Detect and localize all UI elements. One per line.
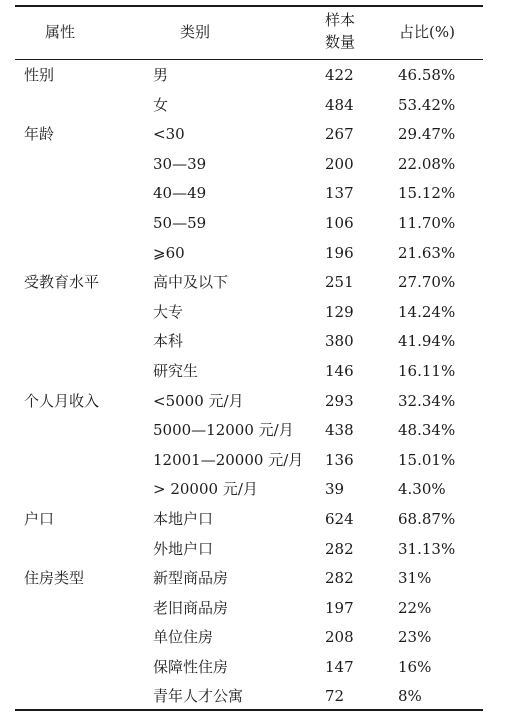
cell-sample-count: 438 [325, 421, 354, 440]
table-row [15, 504, 483, 534]
table-row [15, 60, 483, 90]
cell-category: 男 [153, 66, 169, 84]
header-sample-count-line2: 数量 [325, 33, 356, 51]
cell-percentage: 16.11% [398, 361, 456, 380]
table-row [15, 415, 483, 445]
cell-percentage: 46.58% [398, 66, 456, 84]
table-row [15, 267, 483, 297]
cell-percentage: 31% [398, 569, 432, 588]
cell-category: ⩾60 [153, 243, 185, 262]
cell-sample-count: 147 [325, 657, 354, 676]
table-row [15, 178, 483, 208]
cell-sample-count: 197 [325, 598, 354, 617]
cell-sample-count: 282 [325, 539, 354, 558]
cell-sample-count: 624 [325, 509, 354, 528]
cell-category: 50—59 [153, 213, 207, 232]
cell-sample-count: 146 [325, 361, 354, 380]
cell-percentage: 32.34% [398, 391, 456, 410]
cell-sample-count: 282 [325, 569, 354, 588]
cell-category: 新型商品房 [153, 569, 229, 588]
table-row [15, 652, 483, 682]
cell-category: 女 [153, 95, 169, 114]
table-row [15, 297, 483, 327]
cell-sample-count: 200 [325, 154, 354, 173]
table-bottom-rule [15, 709, 483, 711]
cell-attribute: 户口 [24, 509, 55, 528]
cell-sample-count: 136 [325, 450, 354, 469]
header-percentage: 占比(%) [399, 23, 455, 41]
table-row [15, 149, 483, 179]
cell-sample-count: 422 [325, 66, 354, 84]
cell-percentage: 16% [398, 657, 432, 676]
cell-percentage: 29.47% [398, 125, 456, 144]
table-row [15, 119, 483, 149]
cell-percentage: 21.63% [398, 243, 456, 262]
cell-category: 单位住房 [153, 628, 214, 647]
table-row [15, 90, 483, 120]
cell-category: 12001—20000 元/月 [153, 450, 304, 469]
cell-sample-count: 251 [325, 273, 354, 292]
cell-percentage: 14.24% [398, 302, 456, 321]
header-sample-count-line1: 样本 [325, 11, 356, 29]
cell-percentage: 8% [398, 687, 422, 706]
cell-sample-count: 39 [325, 480, 345, 499]
cell-attribute: 住房类型 [24, 569, 85, 588]
cell-sample-count: 137 [325, 184, 354, 203]
table-row [15, 681, 483, 711]
cell-category: 5000—12000 元/月 [153, 421, 294, 440]
cell-category: 高中及以下 [153, 273, 229, 292]
cell-percentage: 22.08% [398, 154, 456, 173]
cell-sample-count: 208 [325, 628, 354, 647]
cell-sample-count: 380 [325, 332, 354, 351]
cell-category: 本科 [153, 332, 184, 351]
table-row [15, 326, 483, 356]
cell-category: 青年人才公寓 [153, 687, 244, 706]
table-body [15, 60, 483, 711]
cell-category: <5000 元/月 [153, 391, 244, 410]
cell-percentage: 68.87% [398, 509, 456, 528]
cell-attribute: 年龄 [24, 125, 55, 144]
cell-sample-count: 129 [325, 302, 354, 321]
header-category: 类别 [180, 23, 211, 41]
cell-category: 40—49 [153, 184, 207, 203]
cell-category: <30 [153, 125, 185, 144]
cell-category: 30—39 [153, 154, 207, 173]
cell-attribute: 性别 [24, 66, 55, 84]
table-row [15, 622, 483, 652]
table-row [15, 593, 483, 623]
cell-sample-count: 293 [325, 391, 354, 410]
table-row [15, 445, 483, 475]
cell-percentage: 48.34% [398, 421, 456, 440]
table-row [15, 238, 483, 268]
cell-category: 本地户口 [153, 509, 214, 528]
cell-percentage: 4.30% [398, 480, 446, 499]
cell-attribute: 个人月收入 [24, 391, 100, 410]
cell-percentage: 41.94% [398, 332, 456, 351]
cell-percentage: 23% [398, 628, 432, 647]
cell-percentage: 22% [398, 598, 432, 617]
cell-category: 老旧商品房 [153, 598, 229, 617]
table-row [15, 474, 483, 504]
header-sample-count [325, 9, 365, 53]
table-row [15, 386, 483, 416]
cell-percentage: 53.42% [398, 95, 456, 114]
table-row [15, 208, 483, 238]
cell-percentage: 31.13% [398, 539, 456, 558]
cell-category: 大专 [153, 302, 184, 321]
header-attribute: 属性 [45, 23, 76, 41]
cell-sample-count: 267 [325, 125, 354, 144]
table-row [15, 563, 483, 593]
cell-category: 外地户口 [153, 539, 214, 558]
table-row [15, 534, 483, 564]
cell-attribute: 受教育水平 [24, 273, 100, 292]
cell-percentage: 15.12% [398, 184, 456, 203]
sample-stats-table [15, 5, 483, 711]
cell-sample-count: 72 [325, 687, 345, 706]
cell-category: 研究生 [153, 361, 199, 380]
table-header [15, 5, 483, 59]
cell-sample-count: 484 [325, 95, 354, 114]
cell-category: 保障性住房 [153, 657, 229, 676]
cell-percentage: 15.01% [398, 450, 456, 469]
cell-sample-count: 196 [325, 243, 354, 262]
cell-percentage: 11.70% [398, 213, 456, 232]
cell-category: > 20000 元/月 [153, 480, 258, 499]
cell-percentage: 27.70% [398, 273, 456, 292]
cell-sample-count: 106 [325, 213, 354, 232]
table-row [15, 356, 483, 386]
